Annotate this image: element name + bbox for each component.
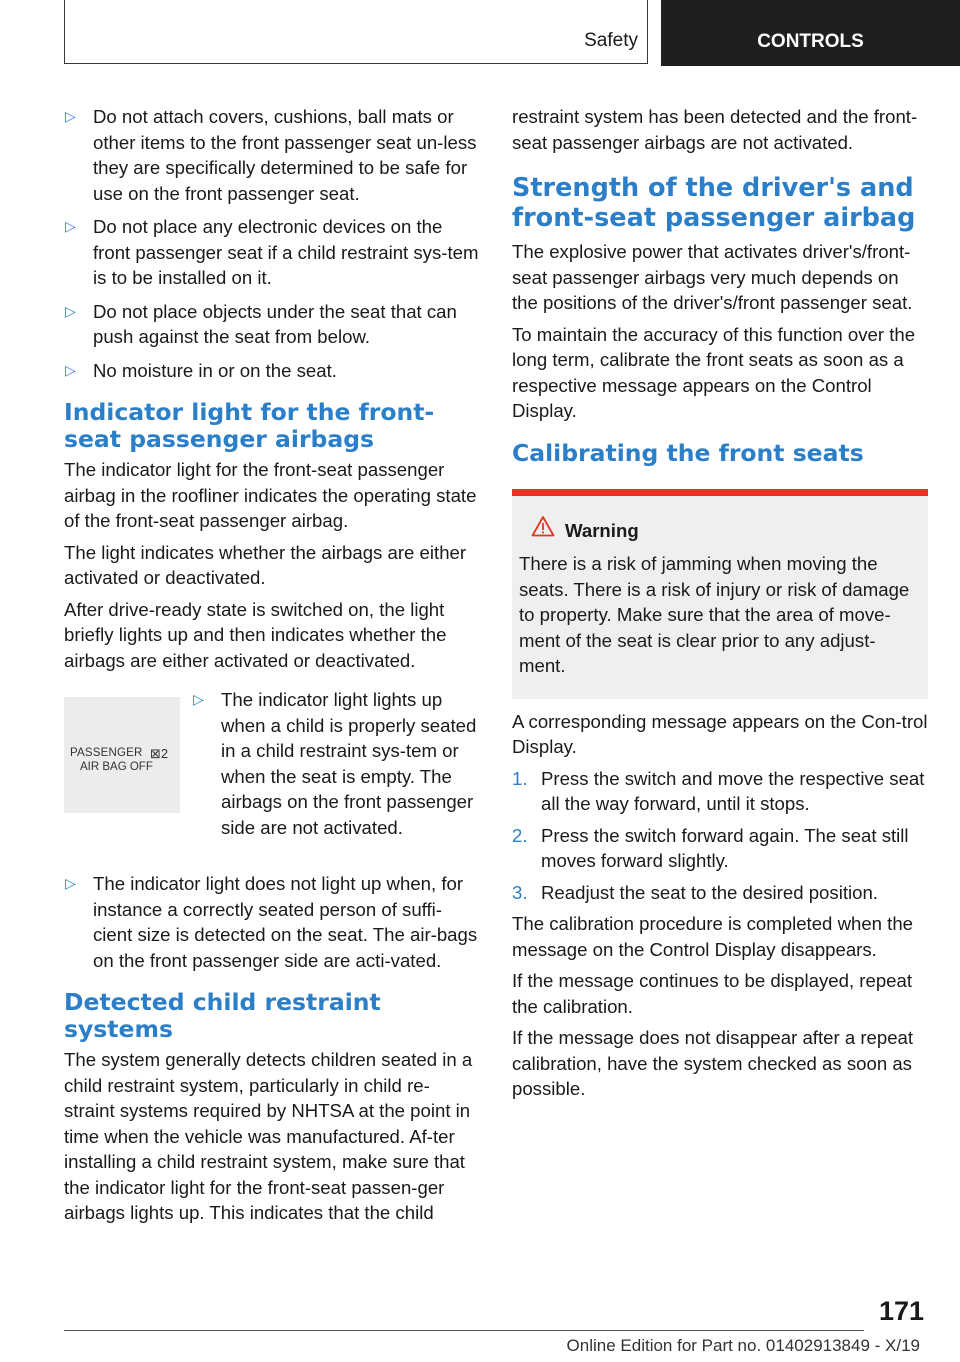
right-column (512, 104, 928, 1108)
paragraph: To maintain the accuracy of this function over the long term, calibrate the front seats as soon as a respective message appears on the Control Display. (512, 323, 916, 421)
paragraph: The light indicates whether the airbags are either activated or deactivated. (64, 541, 467, 588)
numbered-step: 3. Readjust the seat to the desired position. (512, 881, 878, 903)
triangle-bullet-icon: ▷ (193, 691, 204, 707)
indicator-label-line1: PASSENGER (70, 747, 143, 759)
list-item: ▷ Do not place objects under the seat that can push against the seat from below. (65, 300, 457, 347)
passenger-airbag-indicator-image (64, 697, 180, 813)
warning-heading: Warning (519, 518, 914, 544)
paragraph: The calibration procedure is completed when the message on the Control Display disappears. (512, 913, 914, 960)
numbered-step: 1. Press the switch and move the respective seat all the way forward, until it stops. (512, 767, 925, 814)
list-item: ▷ Do not place any electronic devices on the front passenger seat if a child restraint sys‐tem is to be installed on it. (65, 216, 479, 288)
paragraph: If the message does not disappear after a repeat calibration, have the system checked as soon as possible. (512, 1027, 914, 1099)
indicator-label-line2: AIR BAG OFF (80, 761, 153, 773)
header-chapter-tab: CONTROLS (661, 0, 960, 66)
section-heading-indicator: Indicator light for the front-seat passenger airbags (64, 398, 435, 453)
list-item: ▷ The indicator light does not light up when, for instance a correctly seated person of suffi‐cient size is detected on the seat. The air‐bags on the front passenger side are acti‐vated. (65, 873, 478, 971)
triangle-bullet-icon: ▷ (65, 361, 76, 378)
header-section-title: Safety (584, 30, 638, 51)
paragraph: A corresponding message appears on the Con‐trol Display. (512, 710, 928, 757)
paragraph: The explosive power that activates driver's/front-seat passenger airbags very much depends on the positions of the driver's/front passenger seat. (512, 241, 913, 313)
footer-divider (64, 1330, 864, 1331)
left-column (64, 104, 480, 1232)
indicator-figure-row (64, 687, 480, 865)
page-header (64, 0, 960, 66)
airbag-off-icon: ⊠2 (150, 746, 169, 761)
paragraph: After drive-ready state is switched on, the light briefly lights up and then indicates whether the airbags are either activated or deactivated. (64, 598, 447, 671)
paragraph: restraint system has been detected and the front-seat passenger airbags are not activated. (512, 106, 918, 153)
list-item: ▷ The indicator light lights up when a child is properly seated in a child restraint sys‐tem or when the seat is empty. The airbags on the front passenger side are not activated. (193, 689, 477, 838)
triangle-bullet-icon: ▷ (65, 302, 76, 319)
warning-box (512, 489, 928, 699)
page-number: 171 (878, 1296, 924, 1326)
list-item: ▷ No moisture in or on the seat. (64, 358, 480, 384)
paragraph: The system generally detects children seated in a child restraint system, particularly in child re‐straint systems required by NHTSA at the point in time when the vehicle was manufactured. Af‐ter installing a child restraint system, make sure that the indicator light for the front-seat passen‐ger airbags lights up. This indicates that the child (64, 1049, 473, 1223)
triangle-bullet-icon: ▷ (65, 218, 76, 234)
section-heading-child-restraint: Detected child restraint systems (64, 988, 381, 1043)
warning-triangle-icon (531, 515, 555, 537)
section-heading-calibrating: Calibrating the front seats (512, 438, 864, 467)
header-box (64, 0, 648, 64)
numbered-step: 2. Press the switch forward again. The seat still moves forward slightly. (512, 824, 909, 871)
triangle-bullet-icon: ▷ (65, 875, 76, 891)
footer-edition: Online Edition for Part no. 01402913849 - X/19 (566, 1336, 920, 1355)
paragraph: If the message continues to be displayed, repeat the calibration. (512, 970, 913, 1017)
section-heading-airbag-strength: Strength of the driver's and front-seat passenger airbag (512, 173, 916, 233)
triangle-bullet-icon: ▷ (65, 108, 76, 124)
paragraph: The indicator light for the front-seat passenger airbag in the roofliner indicates the operating state of the front-seat passenger airbag. (64, 459, 477, 531)
list-item: ▷ Do not attach covers, cushions, ball mats or other items to the front passenger seat un‐less they are specifically determined to be safe for use on the front passenger seat. (65, 106, 477, 204)
warning-text: There is a risk of jamming when moving the seats. There is a risk of injury or risk of damage to property. Make sure that the area of move‐ment of the seat is clear prior to any adjust‐ment. (519, 553, 910, 676)
